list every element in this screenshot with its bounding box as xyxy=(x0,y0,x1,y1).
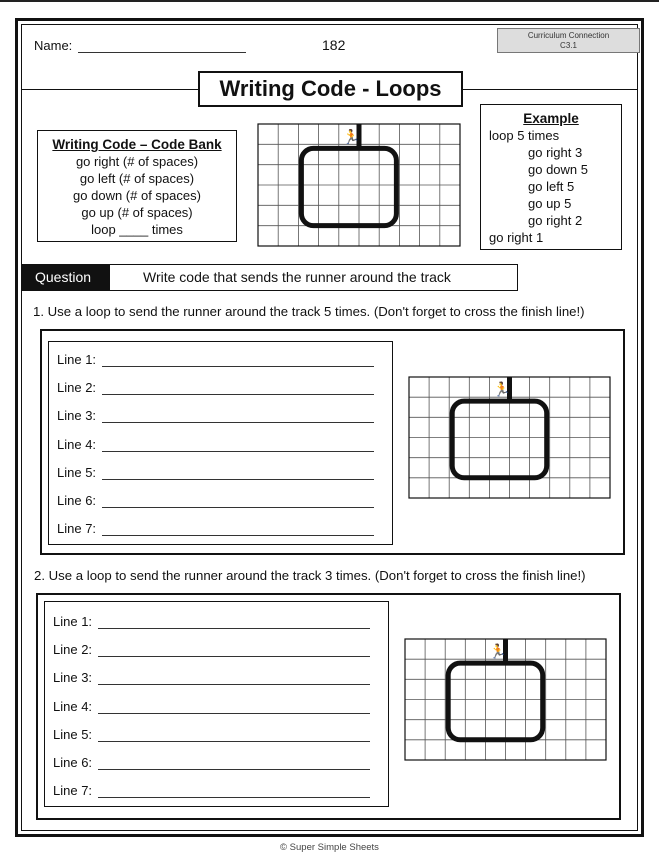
answer-line-4[interactable] xyxy=(53,699,92,714)
question-label: Question xyxy=(21,264,110,291)
answer-line-1[interactable] xyxy=(57,352,96,367)
top-border-line xyxy=(0,0,659,2)
name-label: Name: xyxy=(34,38,73,53)
section-2-answer-box xyxy=(44,601,389,807)
answer-line-input[interactable] xyxy=(102,479,374,480)
section-2-prompt: 2. Use a loop to send the runner around the track 3 times. (Don't forget to cross the finish line!) xyxy=(34,568,586,583)
answer-line-5[interactable] xyxy=(53,727,92,742)
answer-line-4[interactable] xyxy=(57,437,96,452)
page-number: 182 xyxy=(322,37,346,53)
code-bank-item: loop ____ times xyxy=(91,222,183,237)
answer-line-input[interactable] xyxy=(98,741,370,742)
answer-line-label: Line 4: xyxy=(53,698,93,714)
curriculum-connection-badge xyxy=(497,28,640,53)
example-line: go right 1 xyxy=(489,230,544,245)
code-bank-item: go up (# of spaces) xyxy=(81,205,193,220)
answer-line-input[interactable] xyxy=(102,535,374,536)
example-line: go left 5 xyxy=(528,179,575,194)
answer-line-2[interactable] xyxy=(57,380,96,395)
example-track-grid xyxy=(257,123,461,247)
answer-line-7[interactable] xyxy=(57,521,96,536)
section-2-track-grid xyxy=(404,638,607,761)
answer-line-label: Line 5: xyxy=(53,726,93,742)
curriculum-connection-code: C3.1 xyxy=(560,41,577,50)
answer-line-5[interactable] xyxy=(57,465,96,480)
answer-line-input[interactable] xyxy=(102,394,374,395)
running-person-icon: 🏃 xyxy=(493,382,511,399)
copyright-footer: © Super Simple Sheets xyxy=(280,842,379,853)
track-loop xyxy=(452,401,547,478)
answer-line-input[interactable] xyxy=(98,684,370,685)
answer-line-input[interactable] xyxy=(98,628,370,629)
answer-line-6[interactable] xyxy=(57,493,96,508)
answer-line-label: Line 1: xyxy=(57,352,97,367)
answer-line-label: Line 3: xyxy=(53,670,93,686)
answer-line-3[interactable] xyxy=(57,408,96,423)
page-title: Writing Code - Loops xyxy=(198,71,463,107)
answer-line-input[interactable] xyxy=(98,769,370,770)
section-1-track-grid xyxy=(408,376,611,499)
answer-line-label: Line 6: xyxy=(53,755,93,770)
question-text: Write code that sends the runner around the track xyxy=(143,269,451,285)
answer-line-label: Line 7: xyxy=(53,783,93,799)
answer-line-input[interactable] xyxy=(98,656,370,657)
answer-line-input[interactable] xyxy=(102,366,374,367)
name-field[interactable] xyxy=(78,52,246,53)
section-1-answer-box xyxy=(48,341,393,545)
answer-line-3[interactable] xyxy=(53,670,92,685)
example-box xyxy=(480,104,622,250)
code-bank-title: Writing Code – Code Bank xyxy=(52,137,222,152)
code-bank-item: go down (# of spaces) xyxy=(73,188,201,203)
answer-line-input[interactable] xyxy=(98,797,370,798)
answer-line-label: Line 3: xyxy=(57,408,97,424)
answer-line-label: Line 2: xyxy=(53,642,93,658)
answer-line-label: Line 1: xyxy=(53,614,93,629)
example-line: loop 5 times xyxy=(489,128,560,143)
answer-line-label: Line 7: xyxy=(57,521,97,537)
answer-line-1[interactable] xyxy=(53,614,92,629)
answer-line-label: Line 5: xyxy=(57,464,97,480)
answer-line-7[interactable] xyxy=(53,783,92,798)
running-person-icon: 🏃 xyxy=(489,644,507,661)
code-bank-item: go right (# of spaces) xyxy=(75,154,199,169)
answer-line-6[interactable] xyxy=(53,755,92,770)
curriculum-connection-label: Curriculum Connection xyxy=(527,31,610,40)
code-bank-box xyxy=(37,130,237,242)
example-line: go down 5 xyxy=(528,162,588,177)
example-line: go up 5 xyxy=(528,196,572,211)
answer-line-input[interactable] xyxy=(102,422,374,423)
track-loop xyxy=(301,148,396,225)
running-person-icon: 🏃 xyxy=(342,129,361,146)
answer-line-2[interactable] xyxy=(53,642,92,657)
answer-line-input[interactable] xyxy=(98,713,370,714)
answer-line-label: Line 2: xyxy=(57,380,97,396)
example-line: go right 3 xyxy=(528,145,583,160)
answer-line-input[interactable] xyxy=(102,451,374,452)
answer-line-label: Line 4: xyxy=(57,436,97,452)
example-line: go right 2 xyxy=(528,213,583,228)
answer-line-input[interactable] xyxy=(102,507,374,508)
section-1-prompt: 1. Use a loop to send the runner around the track 5 times. (Don't forget to cross the finish line!) xyxy=(33,304,585,319)
code-bank-item: go left (# of spaces) xyxy=(79,171,195,186)
answer-line-label: Line 6: xyxy=(57,493,97,508)
example-title: Example xyxy=(523,111,579,126)
track-loop xyxy=(448,663,543,740)
